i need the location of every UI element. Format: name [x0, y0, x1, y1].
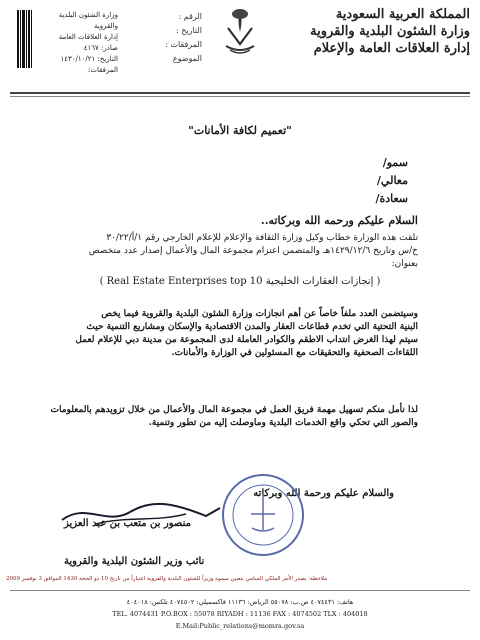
stamp-line-1: وزارة الشئون البلدية والقروية — [58, 11, 118, 30]
salutation-highness: سمو/ — [382, 156, 408, 169]
circular-title: "تعميم لكافة الأمانات" — [188, 124, 292, 137]
paragraph-3 — [46, 404, 418, 430]
salutation-excellency: معالي/ — [376, 174, 408, 187]
header-line-3: إدارة العلاقات العامة والإعلام — [313, 41, 470, 56]
footer-divider — [10, 590, 470, 591]
label-number: الرقم : — [178, 12, 202, 21]
paragraph-2 — [46, 308, 418, 360]
header-line-2: وزارة الشئون البلدية والقروية — [310, 24, 470, 39]
paragraph-1-line-3: بعنوان: — [391, 259, 418, 269]
paragraph-2-line-4: اللقاءات الصحفية والتحقيقات مع المسئولين في الوزارة والأمانات. — [171, 348, 418, 358]
stamp-line-3: صادر: ٤١٦٧ — [83, 44, 118, 52]
stamp-line-5: المرفقات: — [88, 66, 118, 74]
stamp-line-2: إدارة العلاقات العامة — [58, 33, 118, 41]
paragraph-2-line-1: وسيتضمن العدد ملفاً خاصاً عن أهم انجازات وزارة الشئون البلدية والقروية فيما يخص — [101, 309, 418, 319]
paragraph-3-line-2: والصور التي تحكي واقع الخدمات البلدية وماوصلت إليه من تطور وتنمية. — [148, 418, 418, 428]
publication-title: ( إنجازات العقارات الخليجية Real Estate Enterprises top 10 ) — [99, 276, 381, 287]
footer-contact-en: TEL. 4074431 P.O.BOX : 55078 RIYADH : 11136 FAX : 4074502 TLX : 404018 — [112, 610, 368, 618]
paragraph-1-line-1: تلقت هذه الوزارة خطاب وكيل وزارة الثقافة والإعلام للإعلام الخارجي رقم ١/أ/٣٠/٢٢ — [106, 233, 418, 243]
paragraph-2-line-3: سيتم لهذا الغرض انتداب الاطقم والكوادر العاملة لدى المجموعة من مدينة دبي للإعلام لعمل — [75, 335, 418, 345]
footer-contact-ar: هاتف: ٤٠٧٤٤٣١ ص.ب: ٥٥٠٧٨ الرياض: ١١١٣٦ فاكسميلي: ٤٠٧٤٥٠٢ تلكس: ٤٠٤٠١٨ — [126, 598, 354, 606]
label-subject: الموضوع — [172, 54, 202, 63]
header-divider — [10, 92, 470, 94]
footer-note: ملاحظة: يصدر الأمر الملكي السامي بتعيين سموه وزيراً للشئون البلدية والقروية اعتباراً من تاريخ 10 ذو الحجة 1430 الموافق 3 نوفمبر 2009 — [6, 576, 328, 582]
barcode-icon — [16, 8, 34, 70]
saudi-emblem-icon — [218, 6, 262, 60]
outgoing-stamp — [10, 8, 120, 74]
label-attachments: المرفقات : — [165, 40, 202, 49]
header-line-1: المملكة العربية السعودية — [335, 7, 470, 22]
header-divider-thin — [10, 96, 470, 97]
reference-labels — [130, 10, 202, 66]
stamp-line-4: التاريخ: ١٤٣٠/١٠/٢١ — [60, 55, 118, 63]
paragraph-2-line-2: البنية التحتية التي تخدم قطاعات العقار والمدن الاقتصادية والإسكان ومشاريع التنمية حيث — [86, 322, 418, 332]
signatory-title: نائب وزير الشئون البلدية والقروية — [64, 556, 205, 567]
greeting: السلام عليكم ورحمه الله وبركاته.. — [260, 214, 418, 227]
paragraph-1-line-2: خ/س وتاريخ ١٤٢٩/١٢/٦هـ والمتضمن اعتزام مجموعة المال والأعمال إصدار عدد متخصص — [88, 246, 418, 256]
official-seal-icon — [218, 470, 308, 560]
stamp-text — [38, 10, 118, 76]
footer-email[interactable]: E.Mail:Public_relations@momra.gov.sa — [175, 622, 305, 630]
signatory-name: منصور بن متعب بن عبد العزيز — [64, 518, 191, 529]
salutation-eminence: سعادة/ — [375, 192, 408, 205]
label-date: التاريخ : — [175, 26, 202, 35]
closing-greeting: والسلام عليكم ورحمة الله وبركاته — [253, 488, 394, 499]
paragraph-1 — [46, 232, 418, 271]
ministry-header — [270, 6, 470, 57]
paragraph-3-line-1: لذا نأمل منكم تسهيل مهمة فريق العمل في مجموعة المال والأعمال من خلال تزويدهم بالمعلومات — [50, 405, 418, 415]
